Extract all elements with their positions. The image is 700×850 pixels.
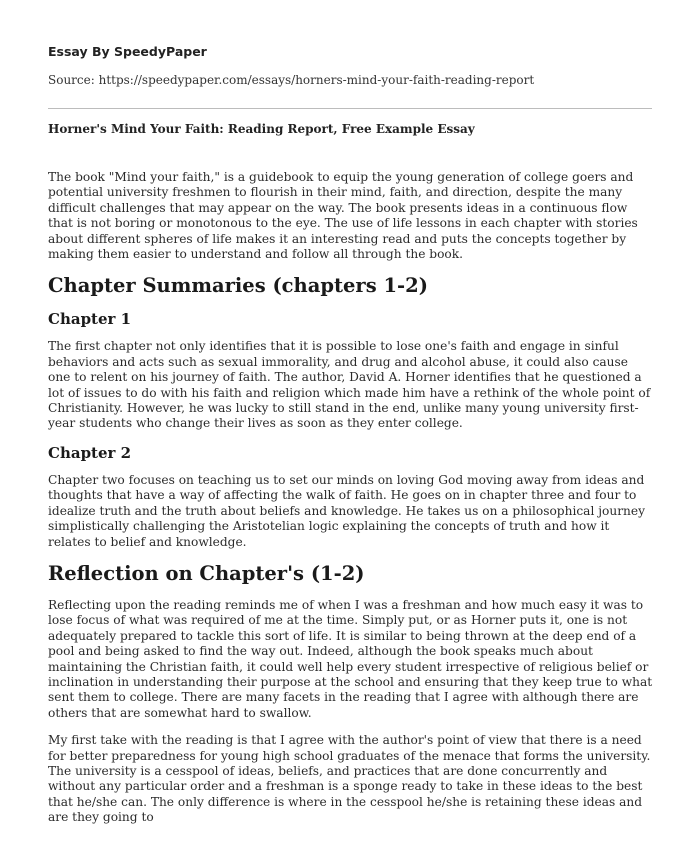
brand-label: Essay By SpeedyPaper bbox=[48, 44, 207, 59]
header-divider bbox=[48, 108, 652, 109]
reflection-paragraph-2: My first take with the reading is that I agree with the author's point of view that there is a need for better preparedness for young high school graduates of the menace that forms the university. The university is a cesspool of ideas, beliefs, and practices that are done concurrently and without any particular order and a freshman is a sponge ready to take in these ideas to the best that he/she can. The only difference is where in the cesspool he/she is retaining these ideas and are they going to bbox=[48, 733, 651, 825]
chapter-1-paragraph: The first chapter not only identifies that it is possible to lose one's faith and engage in sinful behaviors and acts such as sexual immorality, and drug and alcohol abuse, it could also cause one to relent on his journey of faith. The author, David A. Horner identifies that he questioned a lot of issues to do with his faith and religion which made him have a rethink of the whole point of Christianity. However, he was lucky to still stand in the end, unlike many young university first-year students who change their lives as soon as they enter college. bbox=[48, 339, 651, 431]
source-line: Source: https://speedypaper.com/essays/horners-mind-your-faith-reading-report bbox=[48, 73, 535, 87]
summaries-heading: Chapter Summaries (chapters 1-2) bbox=[48, 274, 428, 298]
reflection-paragraph-1: Reflecting upon the reading reminds me of when I was a freshman and how much easy it was to lose focus of what was required of me at the time. Simply put, or as Horner puts it, one is not adequately prepared to tackle this sort of life. It is similar to being thrown at the deep end of a pool and being asked to find the way out. Indeed, although the book speaks much about maintaining the Christian faith, it could well help every student irrespective of religious belief or inclination in understanding their purpose at the school and ensuring that they keep true to what sent them to college. There are many facets in the reading that I agree with although there are others that are somewhat hard to swallow. bbox=[48, 597, 653, 720]
chapter-2-heading: Chapter 2 bbox=[48, 443, 132, 462]
chapter-1-heading: Chapter 1 bbox=[48, 310, 132, 329]
essay-body bbox=[48, 170, 654, 838]
document-title: Horner's Mind Your Faith: Reading Report, Free Example Essay bbox=[48, 122, 475, 136]
chapter-2-paragraph: Chapter two focuses on teaching us to set our minds on loving God moving away from ideas and thoughts that have a way of affecting the walk of faith. He goes on in chapter three and four to idealize truth and the truth about beliefs and knowledge. He takes us on a philosophical journey simplistically challenging the Aristotelian logic explaining the concepts of truth and how it relates to belief and knowledge. bbox=[48, 472, 645, 549]
intro-paragraph: The book "Mind your faith," is a guidebook to equip the young generation of college goers and potential university freshmen to flourish in their mind, faith, and direction, despite the many difficult challenges that may appear on the way. The book presents ideas in a continuous flow that is not boring or monotonous to the eye. The use of life lessons in each chapter with stories about different spheres of life makes it an interesting read and puts the concepts together by making them easier to understand and follow all through the book. bbox=[48, 170, 638, 262]
reflection-heading: Reflection on Chapter's (1-2) bbox=[48, 561, 365, 585]
